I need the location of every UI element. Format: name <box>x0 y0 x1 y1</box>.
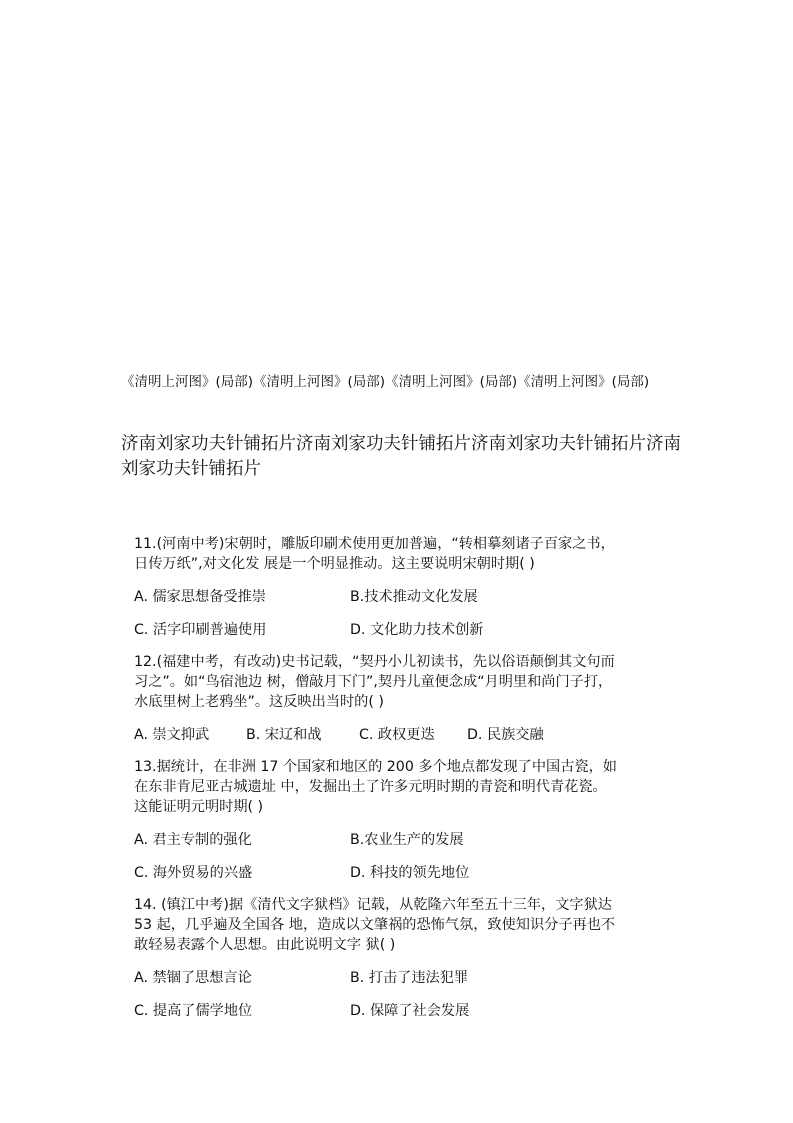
rubbing-caption: 济南刘家功夫针铺拓片济南刘家功夫针铺拓片济南刘家功夫针铺拓片济南刘家功夫针铺拓片 <box>121 434 681 479</box>
question-11-option-b: B.技术推动文化发展 <box>350 589 478 605</box>
question-12-stem-line: 12.(福建中考，有改动)史书记载，“契丹小儿初读书，先以俗语颠倒其文句而 <box>134 654 615 670</box>
question-14-stem-line: 敢轻易表露个人思想。由此说明文字 狱( ) <box>134 937 396 953</box>
question-12-stem-line: 水底里树上老鸦坐”。这反映出当时的( ) <box>134 694 384 710</box>
question-11-options-row <box>134 620 679 640</box>
question-14-option-a: A. 禁锢了思想言论 <box>134 970 252 986</box>
question-14-options-row <box>134 1001 679 1021</box>
question-13-option-b: B.农业生产的发展 <box>350 832 464 848</box>
question-14-options-row <box>134 968 679 988</box>
question-11-option-d: D. 文化助力技术创新 <box>350 622 484 638</box>
question-14-stem <box>134 895 679 955</box>
question-13-stem-line: 这能证明元明时期( ) <box>134 799 264 815</box>
question-11-stem-line: 11.(河南中考)宋朝时，雕版印刷术使用更加普遍，“转相摹刻诸子百家之书， <box>134 536 615 552</box>
question-list <box>134 534 679 1021</box>
question-13-option-d: D. 科技的领先地位 <box>350 865 470 881</box>
question-13-options-row <box>134 830 679 850</box>
question-11-stem-line: 日传万纸”,对文化发 展是一个明显推动。这主要说明宋朝时期( ) <box>134 556 535 572</box>
image-caption: 《清明上河图》(局部)《清明上河图》(局部)《清明上河图》(局部)《清明上河图》(局部) <box>121 374 650 390</box>
question-12-option-d: D. 民族交融 <box>467 727 544 743</box>
question-14-option-b: B. 打击了违法犯罪 <box>350 970 469 986</box>
question-13-options-row <box>134 863 679 883</box>
question-12-option-c: C. 政权更迭 <box>359 727 435 743</box>
question-11-option-a: A. 儒家思想备受推崇 <box>134 589 266 605</box>
question-13-option-a: A. 君主专制的强化 <box>134 832 252 848</box>
question-13-stem-line: 在东非肯尼亚古城遗址 中，发掘出土了许多元明时期的青瓷和明代青花瓷。 <box>134 779 607 795</box>
question-12-option-b: B. 宋辽和战 <box>246 727 322 743</box>
question-11-stem <box>134 534 679 574</box>
question-12-options-row <box>134 725 679 745</box>
question-13-option-c: C. 海外贸易的兴盛 <box>134 865 253 881</box>
question-13-stem <box>134 757 679 817</box>
question-14-stem-line: 14. (镇江中考)据《清代文字狱档》记载，从乾隆六年至五十三年，文字狱达 <box>134 897 612 913</box>
question-14-option-d: D. 保障了社会发展 <box>350 1003 470 1019</box>
question-13-stem-line: 13.据统计，在非洲 17 个国家和地区的 200 多个地点都发现了中国古瓷，如 <box>134 759 617 775</box>
question-11-option-c: C. 活字印刷普遍使用 <box>134 622 267 638</box>
question-14-stem-line: 53 起，几乎遍及全国各 地，造成以文肇祸的恐怖气氛，致使知识分子再也不 <box>134 917 616 933</box>
question-14-option-c: C. 提高了儒学地位 <box>134 1003 253 1019</box>
question-11-options-row <box>134 587 679 607</box>
question-12-option-a: A. 崇文抑武 <box>134 727 210 743</box>
question-12-stem-line: 习之”。如“鸟宿池边 树，僧敲月下门”,契丹儿童便念成“月明里和尚门子打， <box>134 674 613 690</box>
question-12-stem <box>134 652 679 712</box>
